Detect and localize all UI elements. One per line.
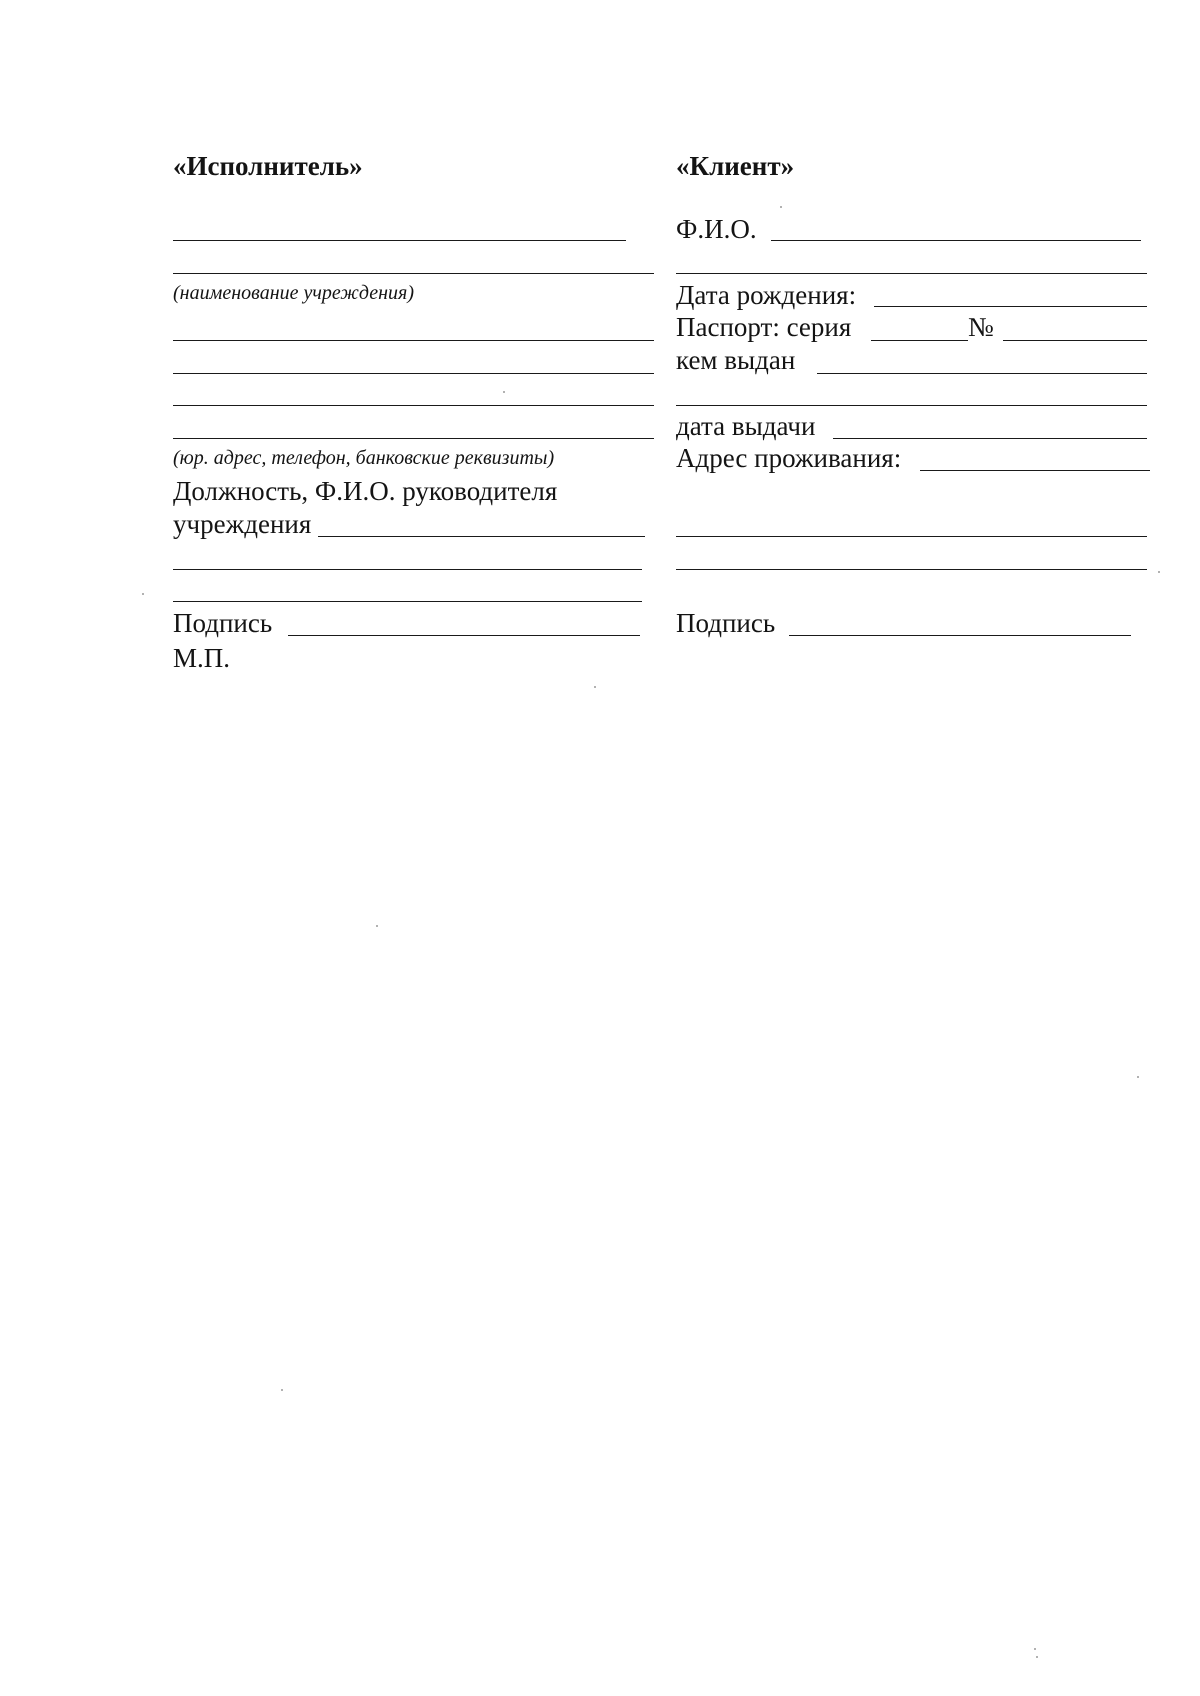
executor-head-line-2 xyxy=(173,601,642,602)
issued-by-label: кем выдан xyxy=(676,345,796,375)
issued-by-line-2 xyxy=(676,405,1147,406)
scan-speck xyxy=(503,391,505,393)
executor-heading: «Исполнитель» xyxy=(173,151,363,181)
address-label: Адрес проживания: xyxy=(676,443,902,473)
passport-number-sign: № xyxy=(968,312,994,342)
head-institution-line xyxy=(318,536,645,537)
executor-address-line-1 xyxy=(173,340,654,341)
executor-name-line-1 xyxy=(173,240,626,241)
executor-name-line-2 xyxy=(173,273,654,274)
executor-head-line-1 xyxy=(173,569,642,570)
executor-signature-line xyxy=(288,635,640,636)
client-fio-line-2 xyxy=(676,273,1147,274)
executor-address-line-3 xyxy=(173,405,654,406)
passport-series-label: Паспорт: серия xyxy=(676,312,852,342)
passport-number-line xyxy=(1003,340,1147,341)
client-address-line-3 xyxy=(676,569,1147,570)
client-fio-line xyxy=(771,240,1141,241)
scan-speck xyxy=(1158,571,1160,573)
executor-signature-label: Подпись xyxy=(173,608,273,638)
scan-speck xyxy=(594,686,596,688)
scan-speck xyxy=(376,925,378,927)
address-line xyxy=(920,470,1150,471)
scan-speck xyxy=(1137,1076,1139,1078)
client-address-line-2 xyxy=(676,536,1147,537)
issue-date-line xyxy=(833,438,1147,439)
stamp-label: М.П. xyxy=(173,643,231,673)
scan-speck xyxy=(780,206,782,208)
scan-speck xyxy=(142,593,144,595)
client-signature-line xyxy=(789,635,1131,636)
issued-by-line xyxy=(817,373,1147,374)
passport-series-line xyxy=(871,340,968,341)
scan-speck xyxy=(1036,1656,1038,1658)
issue-date-label: дата выдачи xyxy=(676,411,816,441)
scan-speck xyxy=(281,1389,283,1391)
client-signature-label: Подпись xyxy=(676,608,776,638)
executor-address-line-2 xyxy=(173,373,654,374)
head-position-label: Должность, Ф.И.О. руководителя xyxy=(173,476,558,506)
client-fio-label: Ф.И.О. xyxy=(676,214,757,244)
birth-date-label: Дата рождения: xyxy=(676,280,857,310)
birth-date-line xyxy=(874,306,1147,307)
client-heading: «Клиент» xyxy=(676,151,795,181)
scan-speck xyxy=(1034,1648,1036,1650)
executor-address-line-4 xyxy=(173,438,654,439)
head-institution-label: учреждения xyxy=(173,509,312,539)
requisites-caption: (юр. адрес, телефон, банковские реквизиты) xyxy=(173,447,555,469)
institution-caption: (наименование учреждения) xyxy=(173,282,415,304)
